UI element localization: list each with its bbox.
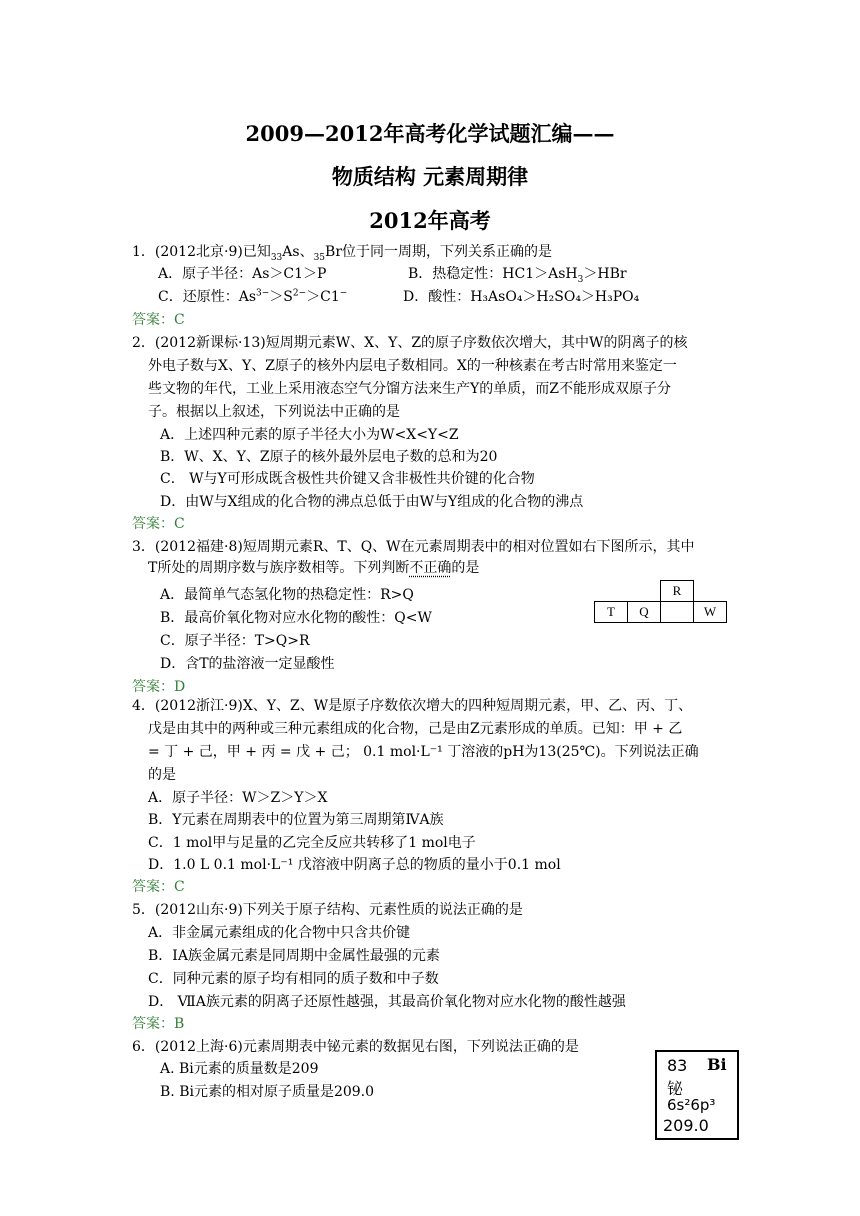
q6-option-b: B. Bi元素的相对原子质量是209.0 — [160, 1084, 375, 1100]
q2-stem-1: 2．(2012新课标·13)短周期元素W、X、Y、Z的原子序数依次增大，其中W的阴离子的核 — [132, 335, 688, 351]
q3-option-c: C．原子半径：T>Q>R — [160, 633, 310, 649]
q5-answer: 答案：B — [132, 1016, 185, 1032]
q2-option-c: C． W与Y可形成既含极性共价键又含非极性共价键的化合物 — [160, 471, 535, 487]
q4-stem-1: 4．(2012浙江·9)X、Y、Z、W是原子序数依次增大的四种短周期元素，甲、乙、丙、丁、 — [132, 698, 693, 714]
grid-cell-empty — [661, 602, 694, 623]
q5-option-c: C．同种元素的原子均有相同的质子数和中子数 — [148, 971, 439, 987]
q4-option-d: D．1.0 L 0.1 mol·L⁻¹ 戊溶液中阴离子总的物质的量小于0.1 mol — [148, 857, 561, 873]
q1-option-d: D．酸性：H₃AsO₄＞H₂SO₄＞H₃PO₄ — [403, 289, 640, 305]
q4-answer: 答案：C — [132, 879, 185, 895]
q2-option-b: B．W、X、Y、Z原子的核外最外层电子数的总和为20 — [160, 449, 498, 465]
q3-stem-1: 3．(2012福建·8)短周期元素R、T、Q、W在元素周期表中的相对位置如右下图所示，其中 — [132, 539, 695, 555]
q4-option-a: A．原子半径：W＞Z＞Y＞X — [148, 790, 328, 806]
q4-option-b: B．Y元素在周期表中的位置为第三周期第ⅣA族 — [148, 812, 444, 828]
doc-subtitle: 物质结构 元素周期律 — [331, 164, 529, 189]
bi-symbol: Bi — [707, 1055, 727, 1074]
grid-cell-r: R — [661, 581, 694, 602]
bi-atomic-number: 83 — [667, 1056, 688, 1075]
q1-option-a: A．原子半径：As＞C1＞P — [158, 266, 327, 282]
bi-electron-config: 6s²6p³ — [667, 1096, 716, 1114]
q4-stem-3: = 丁 + 己，甲 + 丙 = 戊 + 己； 0.1 mol·L⁻¹ 丁溶液的pH为13(25℃)。下列说法正确 — [148, 744, 699, 760]
q5-stem: 5．(2012山东·9)下列关于原子结构、元素性质的说法正确的是 — [132, 902, 523, 918]
grid-cell-t: T — [595, 602, 628, 623]
grid-cell-w: W — [694, 602, 727, 623]
q3-option-a: A．最简单气态氢化物的热稳定性：R>Q — [160, 587, 414, 603]
q1-option-b: B．热稳定性：HC1＞AsH$_3$＞HBr — [408, 266, 627, 285]
bismuth-element-tile — [655, 1050, 739, 1140]
q6-option-a: A. Bi元素的质量数是209 — [160, 1061, 319, 1077]
q2-stem-2: 外电子数与X、Y、Z原子的核外内层电子数相同。X的一种核素在考古时常用来鉴定一 — [148, 358, 677, 374]
bi-name: 铋 — [667, 1079, 684, 1098]
q2-stem-3: 些文物的年代，工业上采用液态空气分馏方法来生产Y的单质，而Z不能形成双原子分 — [148, 381, 671, 397]
q1-option-c: C．还原性：$As^{3-}>S^{2-}>C1^-$ — [158, 288, 348, 305]
bi-atomic-mass: 209.0 — [663, 1116, 709, 1135]
year-heading: 2012年高考 — [369, 208, 491, 233]
q5-option-b: B．IA族金属元素是同周期中金属性最强的元素 — [148, 948, 440, 964]
q6-stem: 6．(2012上海·6)元素周期表中铋元素的数据见右图，下列说法正确的是 — [132, 1039, 579, 1055]
q2-option-a: A．上述四种元素的原子半径大小为W<X<Y<Z — [160, 427, 459, 443]
emphasis-not-correct: 不正确 — [409, 560, 452, 576]
q5-option-d: D． ⅦA族元素的阴离子还原性越强，其最高价氧化物对应水化物的酸性越强 — [148, 994, 626, 1010]
doc-title: 2009—2012年高考化学试题汇编—— — [245, 121, 615, 146]
q1-stem: 1．(2012北京·9)已知$_{33}$As、$_{35}$Br位于同一周期，下列关系正确的是 — [132, 244, 553, 263]
q1-answer: 答案：C — [132, 312, 185, 328]
q3-option-d: D．含T的盐溶液一定显酸性 — [160, 656, 335, 672]
q3-answer: 答案：D — [132, 679, 186, 695]
q5-option-a: A．非金属元素组成的化合物中只含共价键 — [148, 925, 411, 941]
q3-stem-2: T所处的周期序数与族序数相等。下列判断不正确的是 — [148, 560, 480, 576]
q4-stem-2: 戊是由其中的两种或三种元素组成的化合物，己是由Z元素形成的单质。已知：甲 + 乙 — [148, 721, 683, 737]
q4-stem-4: 的是 — [148, 767, 176, 783]
periodic-position-grid — [594, 580, 727, 623]
q2-option-d: D．由W与X组成的化合物的沸点总低于由W与Y组成的化合物的沸点 — [160, 494, 584, 510]
q3-option-b: B．最高价氧化物对应水化物的酸性：Q<W — [160, 610, 432, 626]
grid-cell-q: Q — [628, 602, 661, 623]
q2-stem-4: 子。根据以上叙述，下列说法中正确的是 — [148, 404, 400, 420]
q4-option-c: C．1 mol甲与足量的乙完全反应共转移了1 mol电子 — [148, 835, 476, 851]
q2-answer: 答案：C — [132, 516, 185, 532]
